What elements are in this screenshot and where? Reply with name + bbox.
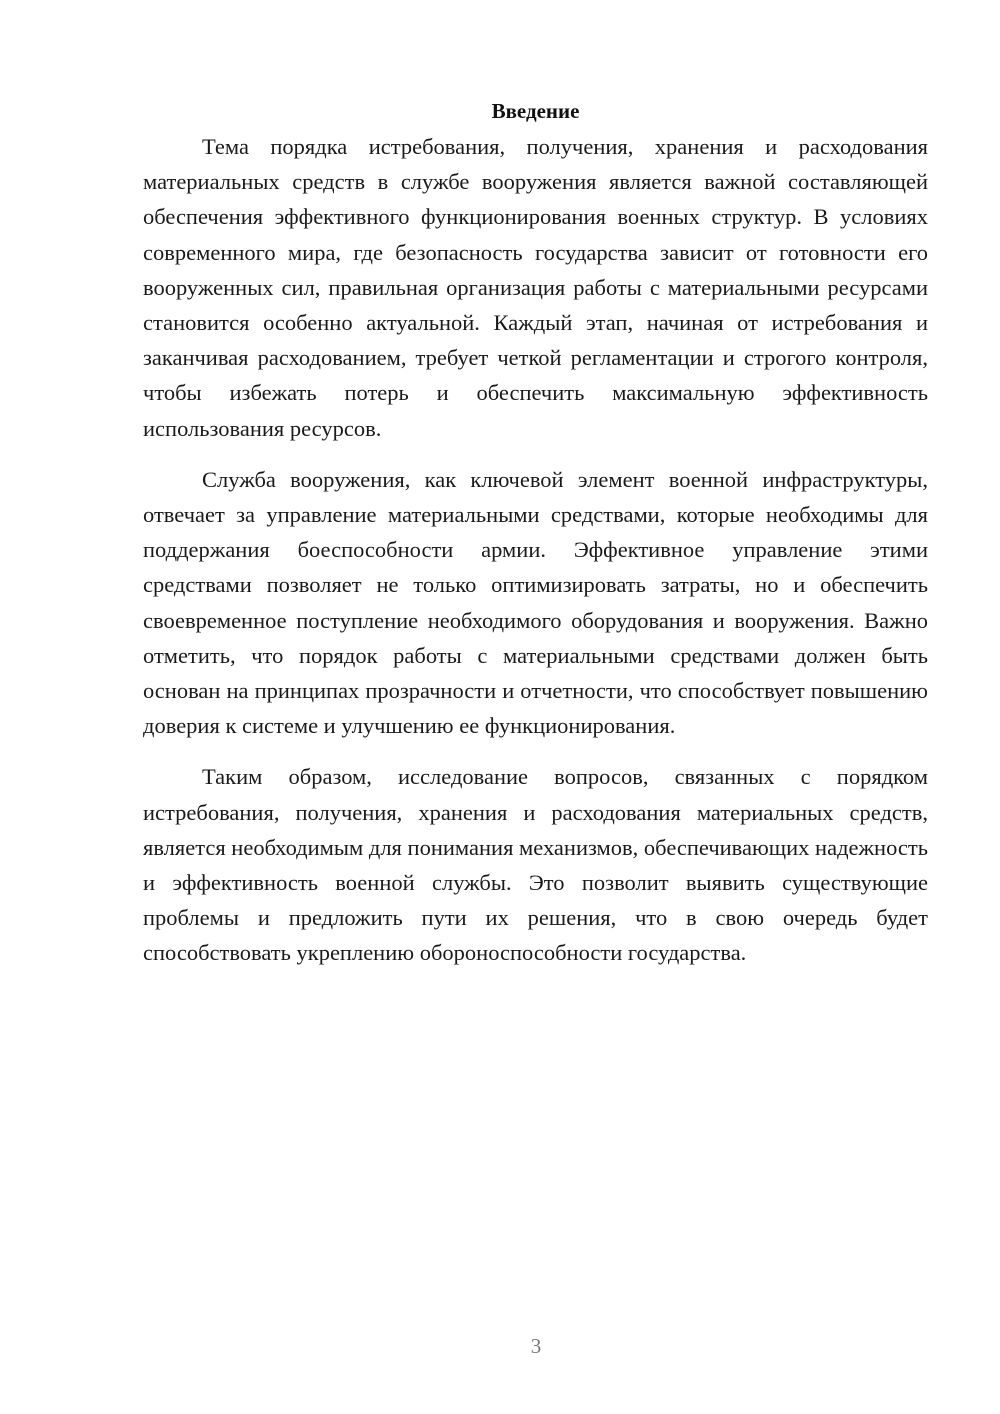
paragraph-2: Служба вооружения, как ключевой элемент военной инфраструктуры, отвечает за управление материальными средствами, которые необходимы для поддержания боеспособности армии. Эффективное управление этими средствами позволяет не только оптимизировать затраты, но и обеспечить своевременное поступление необходимого оборудования и вооружения. Важно отметить, что порядок работы с материальными средствами должен быть основан на принципах прозрачности и отчетности, что способствует повышению доверия к системе и улучшению ее функционирования. [143,466,928,739]
page-content [143,96,928,987]
page-number: 3 [530,1334,542,1358]
section-heading: Введение [491,99,580,123]
paragraph-3: Таким образом, исследование вопросов, связанных с порядком истребования, получения, хранения и расходования материальных средств, является необходимым для понимания механизмов, обеспечивающих надежность и эффективность военной службы. Это позволит выявить существующие проблемы и предложить пути их решения, что в свою очередь будет способствовать укреплению обороноспособности государства. [143,764,928,966]
paragraph-1: Тема порядка истребования, получения, хранения и расходования материальных средств в службе вооружения является важной составляющей обеспечения эффективного функционирования военных структур. В условиях современного мира, где безопасность государства зависит от готовности его вооруженных сил, правильная организация работы с материальными ресурсами становится особенно актуальной. Каждый этап, начиная от истребования и заканчивая расходованием, требует четкой регламентации и строгого контроля, чтобы избежать потерь и обеспечить максимальную эффективность использования ресурсов. [143,134,928,441]
